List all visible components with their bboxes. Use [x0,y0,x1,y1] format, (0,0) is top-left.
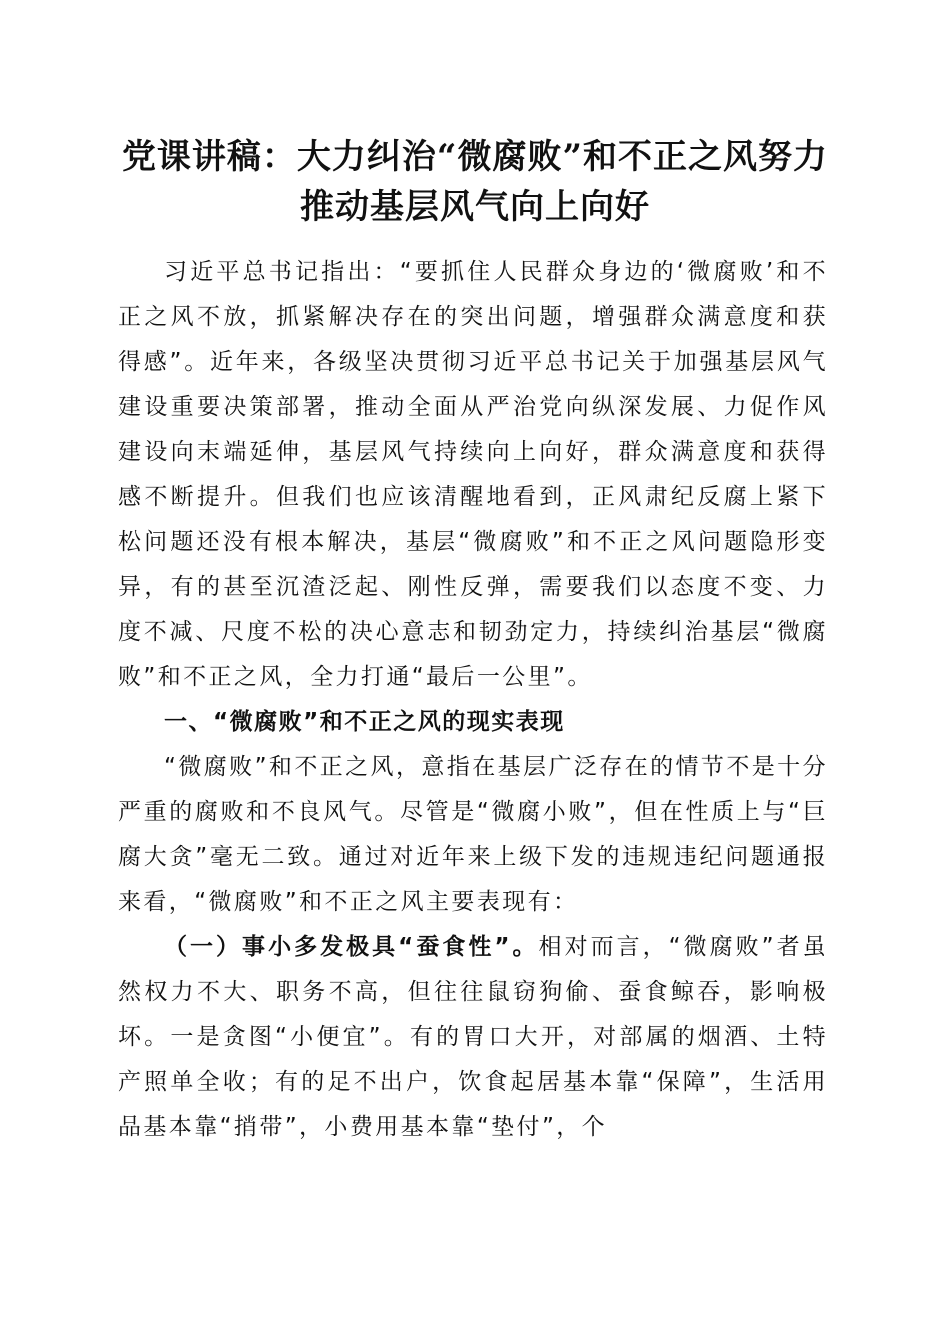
section-heading: 一、“微腐败”和不正之风的现实表现 [164,709,565,735]
intro-paragraph: 习近平总书记指出：“要抓住人民群众身边的‘微腐败’和不正之风不放，抓紧解决存在的突出问题，增强群众满意度和获得感”。近年来，各级坚决贯彻习近平总书记关于加强基层风气建设重要决策部署，推动全面从严治党向纵深发展、力促作风建设向末端延伸，基层风气持续向上向好，群众满意度和获得感不断提升。但我们也应该清醒地看到，正风肃纪反腐上紧下松问题还没有根本解决，基层“微腐败”和不正之风问题隐形变异，有的甚至沉渣泛起、刚性反弹，需要我们以态度不变、力度不减、尺度不松的决心意志和韧劲定力，持续纠治基层“微腐败”和不正之风，全力打通“最后一公里”。 [118,259,828,690]
document-body [118,250,828,1150]
document-title: 党课讲稿：大力纠治“微腐败”和不正之风努力推动基层风气向上向好 [121,137,829,227]
subsection-paragraph [118,925,828,1150]
subsection-text: 相对而言，“微腐败”者虽然权力不大、职务不高，但往往鼠窃狗偷、蚕食鲸吞，影响极坏。一是贪图“小便宜”。有的胃口大开，对部属的烟酒、土特产照单全收；有的足不出户，饮食起居基本靠“保障”，生活用品基本靠“捎带”，小费用基本靠“垫付”，个 [118,934,829,1140]
subsection-heading: （一）事小多发极具“蚕食性”。 [164,934,539,960]
section-paragraph: “微腐败”和不正之风，意指在基层广泛存在的情节不是十分严重的腐败和不良风气。尽管是“微腐小败”，但在性质上与“巨腐大贪”毫无二致。通过对近年来上级下发的违规违纪问题通报来看，“微腐败”和不正之风主要表现有： [118,754,828,915]
